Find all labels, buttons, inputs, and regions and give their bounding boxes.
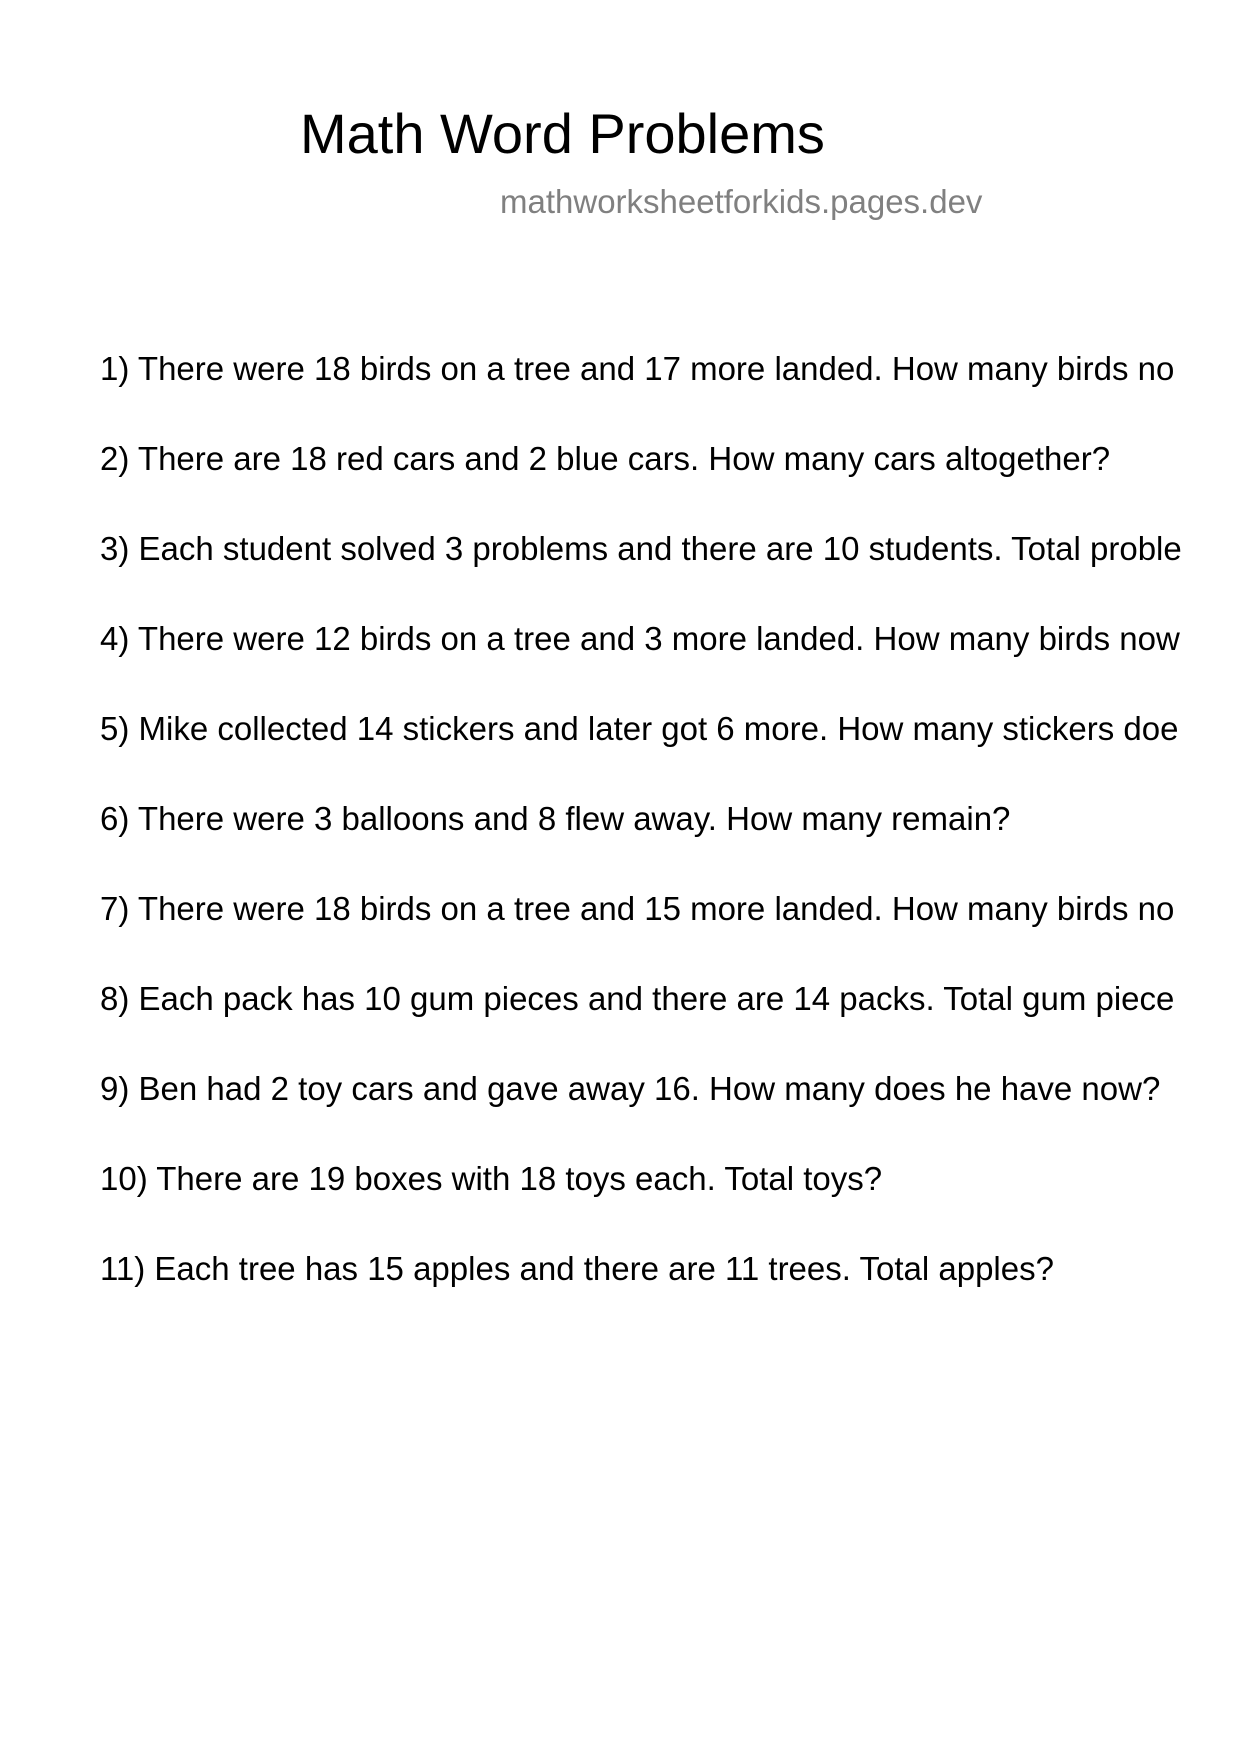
- problem-item: 9) Ben had 2 toy cars and gave away 16. How many does he have now?: [100, 1070, 1161, 1107]
- problem-item: 10) There are 19 boxes with 18 toys each. Total toys?: [100, 1160, 883, 1197]
- problem-item: 2) There are 18 red cars and 2 blue cars. How many cars altogether?: [100, 440, 1111, 477]
- problem-item: 8) Each pack has 10 gum pieces and there are 14 packs. Total gum piece: [100, 980, 1175, 1017]
- problem-item: 4) There were 12 birds on a tree and 3 more landed. How many birds now: [100, 620, 1180, 657]
- problem-item: 1) There were 18 birds on a tree and 17 more landed. How many birds no: [100, 350, 1175, 387]
- source-url: mathworksheetforkids.pages.dev: [500, 183, 983, 220]
- problem-item: 5) Mike collected 14 stickers and later got 6 more. How many stickers doe: [100, 710, 1179, 747]
- problem-item: 11) Each tree has 15 apples and there are 11 trees. Total apples?: [100, 1250, 1054, 1287]
- problem-item: 7) There were 18 birds on a tree and 15 more landed. How many birds no: [100, 890, 1175, 927]
- problem-item: 3) Each student solved 3 problems and there are 10 students. Total proble: [100, 530, 1182, 567]
- problem-list: [100, 344, 1240, 1334]
- page-title: Math Word Problems: [300, 102, 825, 165]
- problem-item: 6) There were 3 balloons and 8 flew away. How many remain?: [100, 800, 1011, 837]
